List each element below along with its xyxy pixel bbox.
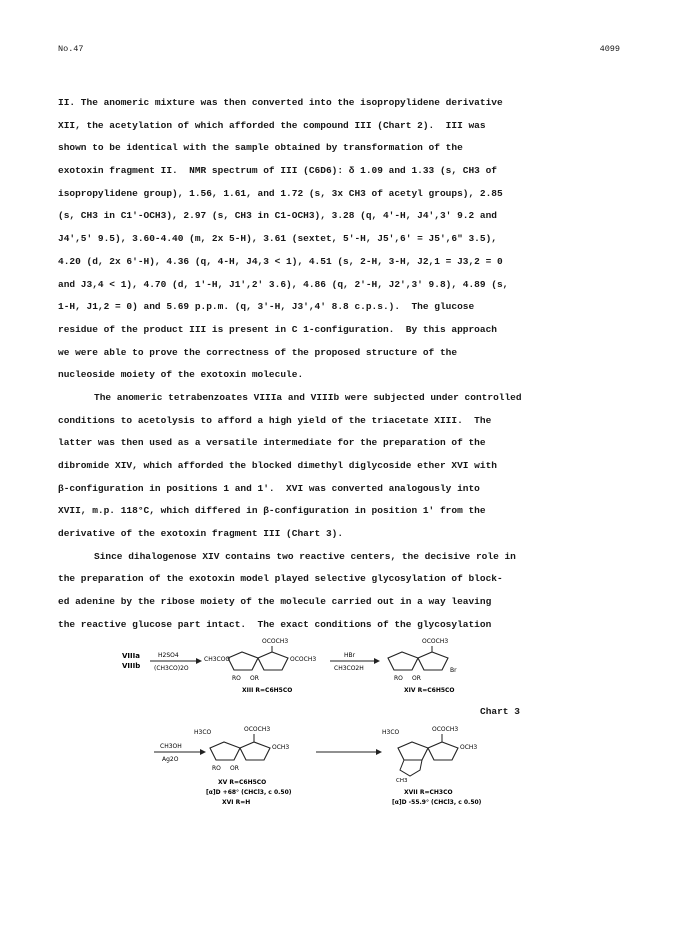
journal-issue: No.47 (58, 44, 84, 54)
chart-label: Chart 3 (480, 706, 520, 717)
text-line: ed adenine by the ribose moiety of the molecule carried out in a way leaving (58, 596, 492, 608)
group-or-xv: OR (230, 765, 239, 772)
text-line: J4',5' 9.5), 3.60-4.40 (m, 2x 5-H), 3.61 (sextet, 5'-H, J5',6' = J5',6" 3.5), (58, 233, 497, 245)
reagent-silver-oxide: Ag2O (162, 756, 179, 763)
page-number: 4099 (599, 44, 620, 54)
compound-xv-label: XV R=C6H5CO (218, 779, 267, 786)
compound-xiii-label: XIII R=C6H5CO (242, 687, 293, 694)
group-ro-xiii: RO (232, 675, 241, 682)
text-line: isopropylidene group), 1.56, 1.61, and 1.72 (s, 3x CH3 of acetyl groups), 2.85 (58, 187, 503, 199)
reagent-methanol: CH3OH (160, 743, 182, 750)
reagent-hbr: HBr (344, 652, 356, 659)
compound-xiv-label: XIV R=C6H5CO (404, 687, 455, 694)
text-line: conditions to acetolysis to afford a high yield of the triacetate XIII. The (58, 414, 492, 426)
text-line: we were able to prove the correctness of the proposed structure of the (58, 346, 458, 358)
compound-xvii-label: XVII R=CH3CO (404, 789, 453, 796)
text-line: and J3,4 < 1), 4.70 (d, 1'-H, J1',2' 3.6), 4.86 (q, 2'-H, J2',3' 9.8), 4.89 (s, (58, 278, 509, 290)
compound-xvi-label: XVI R=H (222, 799, 251, 806)
reagent-acetic-anhydride: (CH3CO)2O (154, 665, 189, 672)
reagent-acetic-acid: CH3CO2H (334, 665, 364, 672)
text-line: residue of the product III is present in C 1-configuration. By this approach (58, 323, 497, 335)
text-line: latter was then used as a versatile intermediate for the preparation of the (58, 437, 486, 449)
text-line: the preparation of the exotoxin model played selective glycosylation of block- (58, 573, 503, 585)
text-line: derivative of the exotoxin fragment III (Chart 3). (58, 528, 344, 540)
reagent-h2so4: H2SO4 (158, 652, 179, 659)
text-line: shown to be identical with the sample obtained by transformation of the (58, 142, 463, 154)
group-ro-xiv: RO (394, 675, 403, 682)
text-line: XII, the acetylation of which afforded the compound III (Chart 2). III was (58, 119, 486, 131)
group-ch3-xvii: CH3 (396, 778, 408, 784)
group-och3-xvii: OCH3 (460, 744, 478, 751)
group-ococh3-xvii: OCOCH3 (432, 726, 459, 733)
group-or-xiii: OR (250, 675, 259, 682)
start-label-viiia: VIIIa (122, 652, 140, 660)
text-line: 4.20 (d, 2x 6'-H), 4.36 (q, 4-H, J4,3 < 1), 4.51 (s, 2-H, 3-H, J2,1 = J3,2 = 0 (58, 255, 503, 267)
text-line: β-configuration in positions 1 and 1'. XVI was converted analogously into (58, 482, 480, 494)
group-br-xiv: Br (450, 667, 457, 674)
group-ro-xv: RO (212, 765, 221, 772)
group-ococh3-xiv: OCOCH3 (422, 638, 449, 645)
group-ococh3-xiii: OCOCH3 (262, 638, 289, 645)
text-line: dibromide XIV, which afforded the blocked dimethyl diglycoside ether XVI with (58, 460, 497, 471)
compound-xv-rotation: [α]D +68° (CHCl3, c 0.50) (206, 789, 292, 796)
text-line: 1-H, J1,2 = 0) and 5.69 p.p.m. (q, 3'-H, J3',4' 8.8 c.p.s.). The glucose (58, 301, 475, 313)
group-or-xiv: OR (412, 675, 421, 682)
group-ococh3-xv: OCOCH3 (244, 726, 271, 733)
text-line: The anomeric tetrabenzoates VIIIa and VIIIb were subjected under controlled (94, 391, 522, 403)
text-line: (s, CH3 in C1'-OCH3), 2.97 (s, CH3 in C1-OCH3), 3.28 (q, 4'-H, J4',3' 9.2 and (58, 210, 497, 222)
start-label-viiib: VIIIb (122, 662, 141, 670)
group-och3-xv: OCH3 (272, 744, 290, 751)
body-text (58, 92, 626, 637)
group-h3co-xvii: H3CO (382, 729, 400, 736)
compound-xvii-rotation: [α]D -55.9° (CHCl3, c 0.50) (392, 799, 482, 806)
reaction-scheme (120, 638, 640, 824)
text-line: II. The anomeric mixture was then converted into the isopropylidene derivative (58, 97, 503, 108)
text-line: Since dihalogenose XIV contains two reactive centers, the decisive role in (94, 550, 516, 562)
group-ococh3-right: OCOCH3 (290, 656, 317, 663)
text-line: nucleoside moiety of the exotoxin molecule. (58, 369, 304, 381)
group-ch3coo: CH3COO (204, 656, 231, 663)
text-line: the reactive glucose part intact. The exact conditions of the glycosylation (58, 618, 492, 630)
text-line: XVII, m.p. 118°C, which differed in β-configuration in position 1' from the (58, 505, 486, 517)
text-line: exotoxin fragment II. NMR spectrum of III (C6D6): δ 1.09 and 1.33 (s, CH3 of (58, 165, 497, 177)
group-h3co-xv: H3CO (194, 729, 212, 736)
